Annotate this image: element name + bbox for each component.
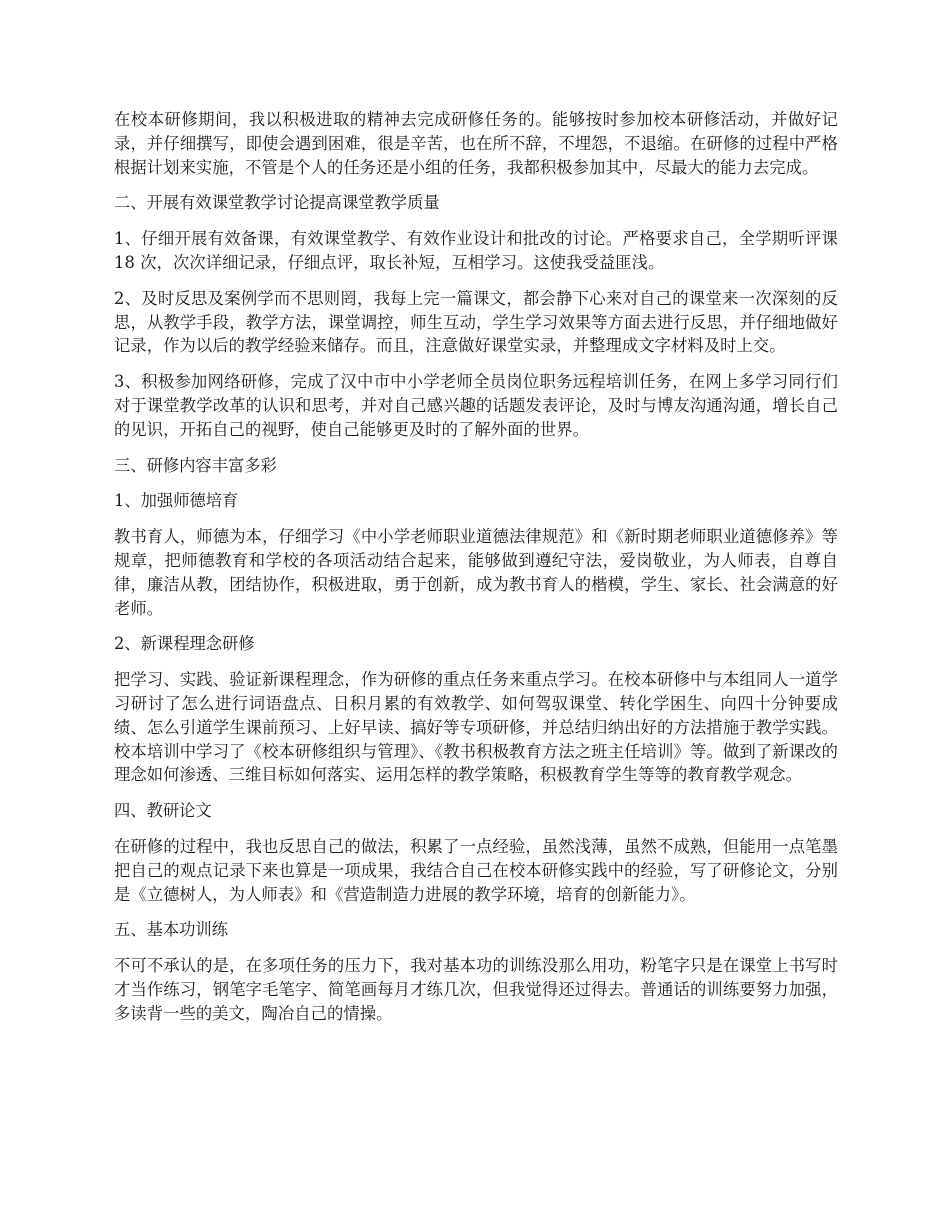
subheading-3-2: 2、新课程理念研修 [114,634,255,654]
paragraph-5: 不可不承认的是，在多项任务的压力下，我对基本功的训练没那么用功，粉笔字只是在课堂上书写时才当作练习，钢笔字毛笔字、简笔画每月才练几次，但我觉得还过得去。普通话的训练要努力加强，多读背一些的美文，陶冶自己的情操。 [114,956,838,1023]
section-heading-5: 五、基本功训练 [114,920,228,940]
paragraph-3-2: 把学习、实践、验证新课程理念，作为研修的重点任务来重点学习。在校本研修中与本组同人一道学习研讨了怎么进行词语盘点、日积月累的有效教学、如何驾驭课堂、转化学困生、向四十分钟要成绩、怎么引道学生课前预习、上好早读、搞好等专项研修，并总结归纳出好的方法措施于教学实践。校本培训中学习了《校本研修组织与管理》、《教书积极教育方法之班主任培训》等。做到了新课改的理念如何渗透、三维目标如何落实、运用怎样的教学策略，积极教育学生等等的教育教学观念。 [114,670,838,785]
section-heading-2: 二、开展有效课堂教学讨论提高课堂教学质量 [114,193,440,213]
paragraph-4: 在研修的过程中，我也反思自己的做法，积累了一点经验，虽然浅薄，虽然不成熟，但能用一点笔墨把自己的观点记录下来也算是一项成果，我结合自己在校本研修实践中的经验，写了研修论文，分别是《立德树人，为人师表》和《营造制造力进展的教学环境，培育的创新能力》。 [114,836,838,904]
paragraph-2-3: 3、积极参加网络研修，完成了汉中市中小学老师全员岗位职务远程培训任务，在网上多学习同行们对于课堂教学改革的认识和思考，并对自己感兴趣的话题发表评论，及时与博友沟通沟通，增长自己的见识，开拓自己的视野，使自己能够更及时的了解外面的世界。 [114,372,838,439]
section-heading-3: 三、研修内容丰富多彩 [114,455,277,475]
paragraph-2-2: 2、及时反思及案例学而不思则罔，我每上完一篇课文，都会静下心来对自己的课堂来一次深刻的反思，从教学手段，教学方法，课堂调控，师生互动，学生学习效果等方面去进行反思，并仔细地做好记录，作为以后的教学经验来储存。而且，注意做好课堂实录，并整理成文字材料及时上交。 [114,288,838,356]
section-heading-4: 四、教研论文 [114,801,212,821]
paragraph-2-1: 1、仔细开展有效备课，有效课堂教学、有效作业设计和批改的讨论。严格要求自己，全学期听评课 18 次，次次详细记录，仔细点评，取长补短，互相学习。这使我受益匪浅。 [114,229,838,272]
intro-paragraph: 在校本研修期间，我以积极进取的精神去完成研修任务的。能够按时参加校本研修活动，并做好记录，并仔细撰写，即使会遇到困难，很是辛苦，也在所不辞，不埋怨，不退缩。在研修的过程中严格根据计划来实施，不管是个人的任务还是小组的任务，我都积极参加其中，尽最大的能力去完成。 [114,110,838,177]
paragraph-3-1: 教书育人，师德为本，仔细学习《中小学老师职业道德法律规范》和《新时期老师职业道德修养》等规章，把师德教育和学校的各项活动结合起来，能够做到遵纪守法，爱岗敬业，为人师表，自尊自律，廉洁从教，团结协作，积极进取，勇于创新，成为教书育人的楷模，学生、家长、社会满意的好老师。 [114,527,838,618]
subheading-3-1: 1、加强师德培育 [114,491,239,511]
